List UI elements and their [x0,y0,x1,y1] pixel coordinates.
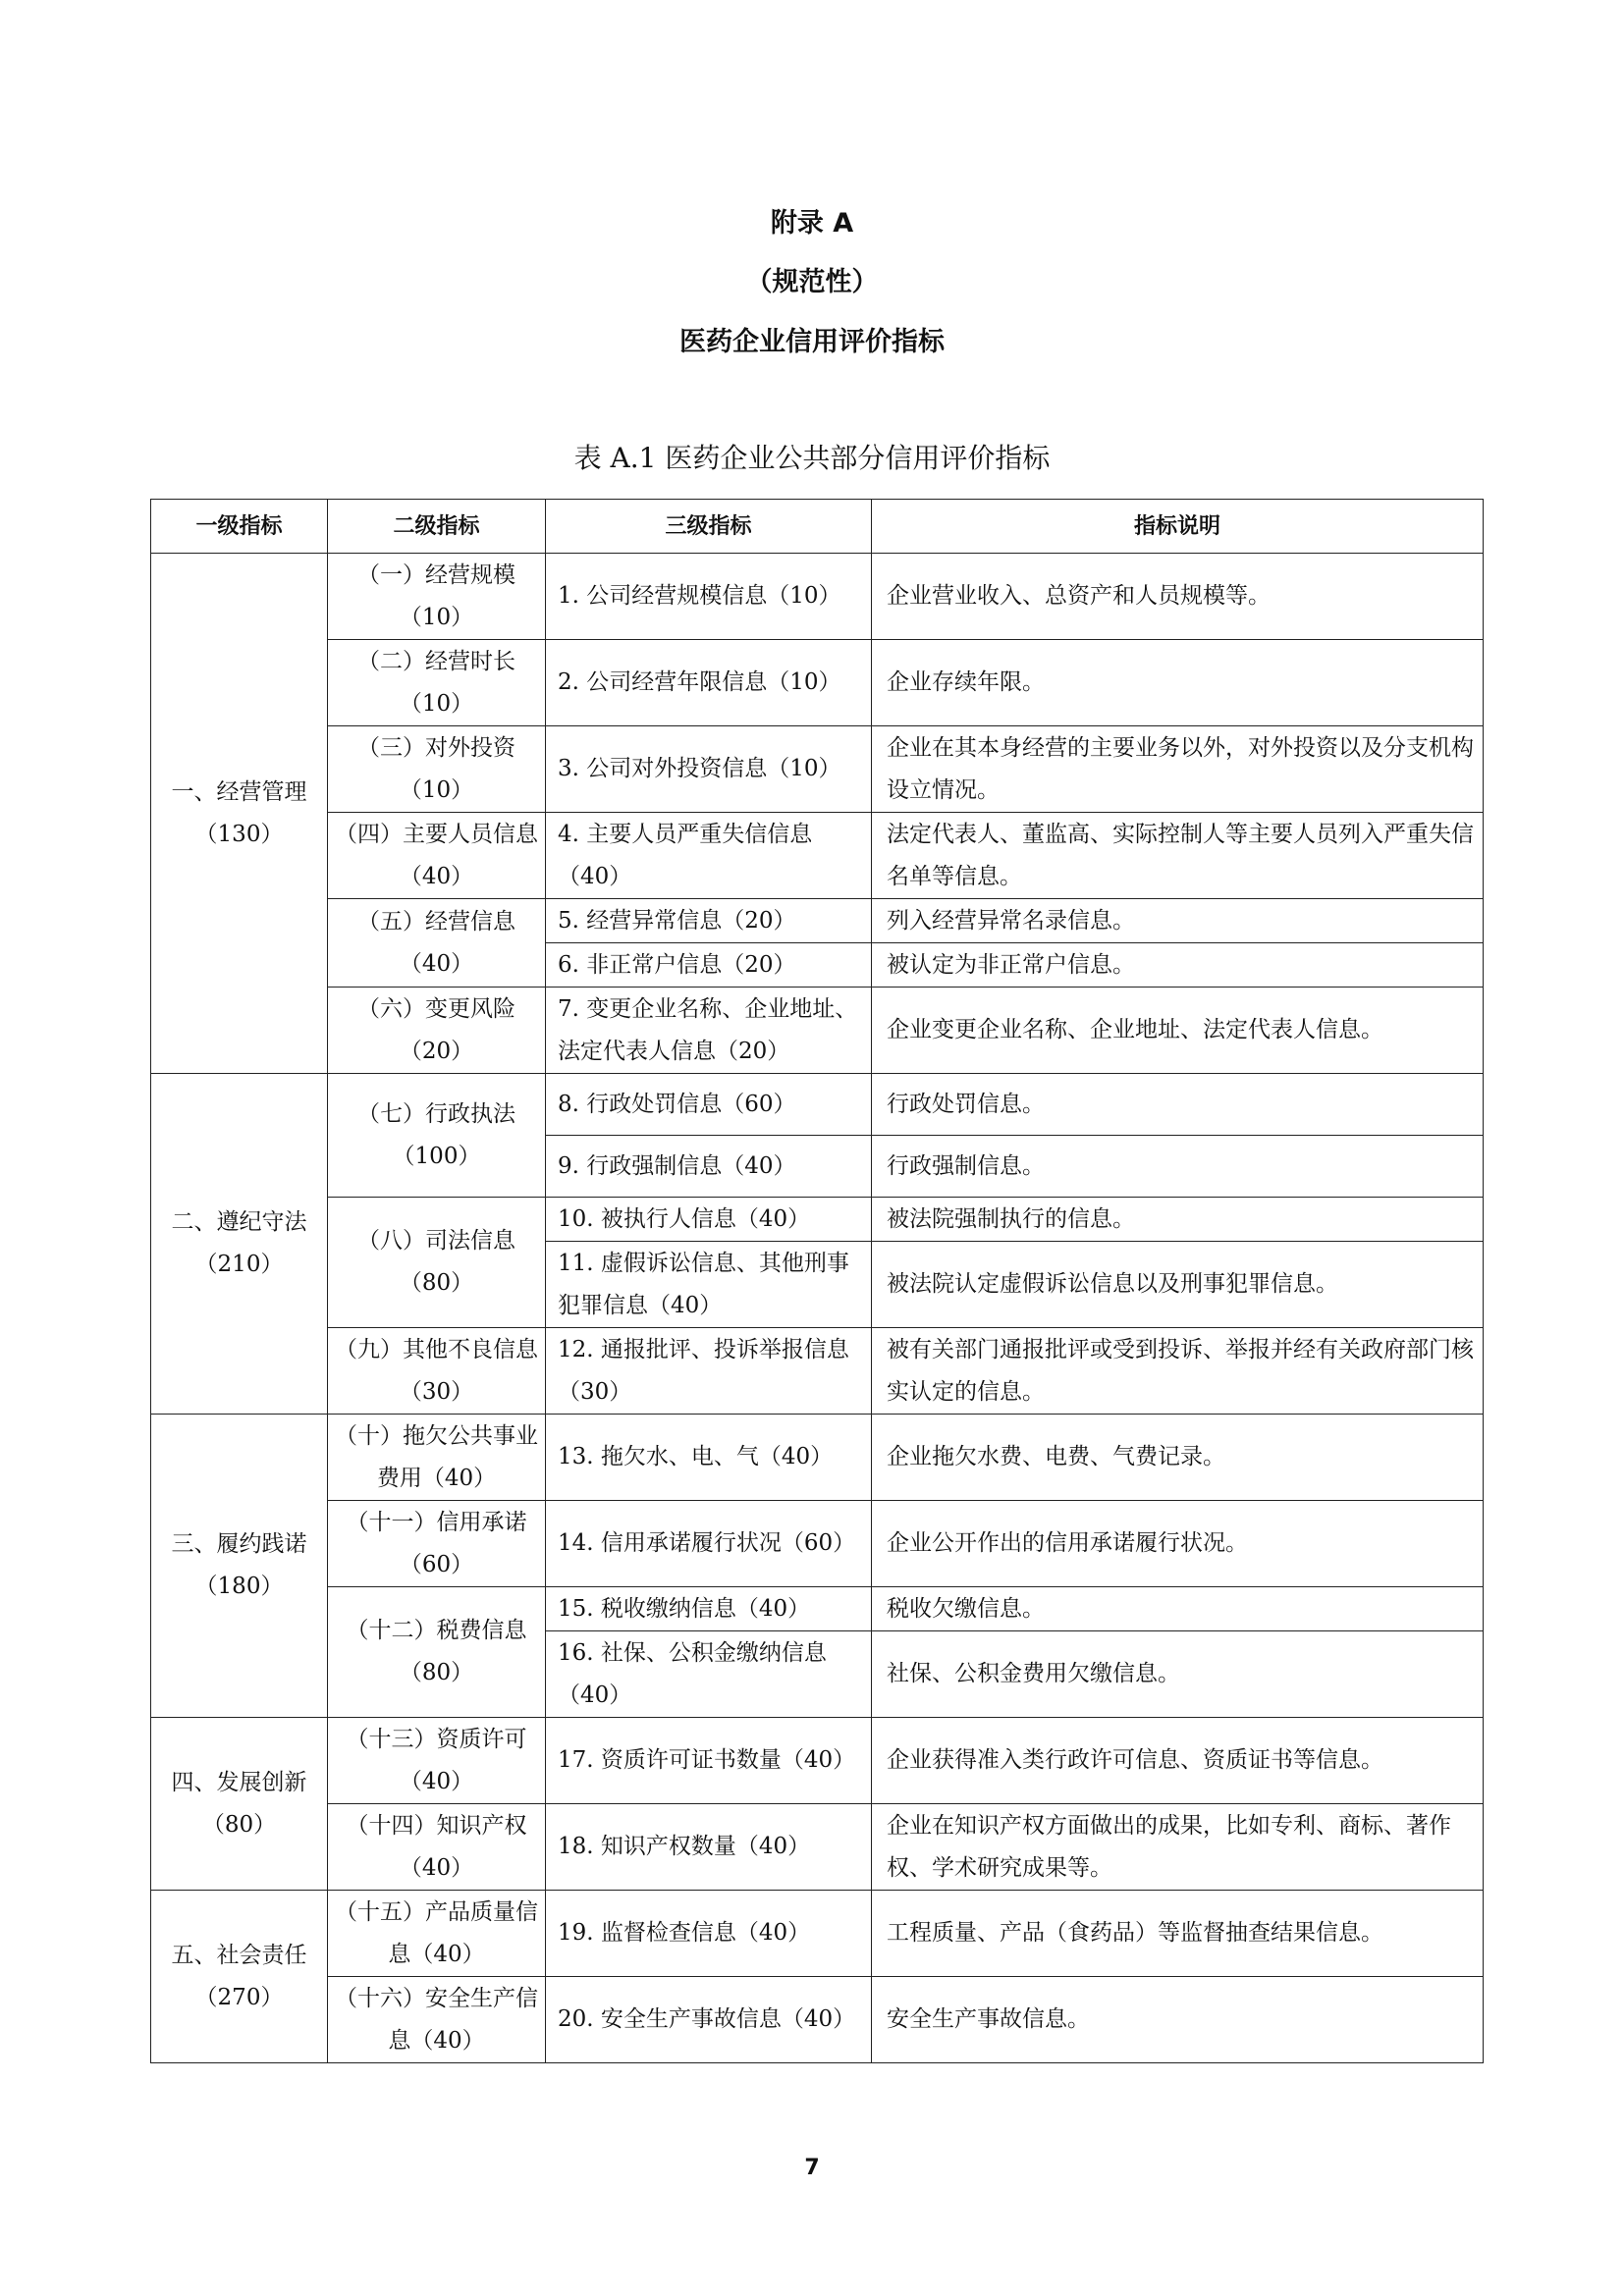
table-row [151,1977,1484,2063]
level-3-cell: 11. 虚假诉讼信息、其他刑事犯罪信息（40） [546,1242,872,1328]
level-2-cell: （九）其他不良信息（30） [328,1328,546,1415]
description-cell: 企业变更企业名称、企业地址、法定代表人信息。 [872,988,1484,1074]
description-cell: 被有关部门通报批评或受到投诉、举报并经有关政府部门核实认定的信息。 [872,1328,1484,1415]
description-cell: 企业在知识产权方面做出的成果，比如专利、商标、著作权、学术研究成果等。 [872,1804,1484,1891]
table-row [151,1415,1484,1501]
table-row [151,1074,1484,1136]
level-2-cell: （四）主要人员信息（40） [328,813,546,899]
header-level-2: 二级指标 [328,500,546,554]
table-row [151,1198,1484,1242]
table-row [151,640,1484,726]
level-3-cell: 9. 行政强制信息（40） [546,1136,872,1198]
description-cell: 行政处罚信息。 [872,1074,1484,1136]
level-2-cell: （二）经营时长（10） [328,640,546,726]
description-cell: 企业拖欠水费、电费、气费记录。 [872,1415,1484,1501]
appendix-label: 附录 A [770,208,854,239]
level-2-cell: （七）行政执法（100） [328,1074,546,1198]
level-3-cell: 3. 公司对外投资信息（10） [546,726,872,813]
appendix-nature: （规范性） [745,267,879,297]
table-row [151,1587,1484,1631]
description-cell: 被认定为非正常户信息。 [872,943,1484,988]
level-2-cell: （十一）信用承诺（60） [328,1501,546,1587]
description-cell: 企业公开作出的信用承诺履行状况。 [872,1501,1484,1587]
level-3-cell: 4. 主要人员严重失信信息（40） [546,813,872,899]
description-cell: 法定代表人、董监高、实际控制人等主要人员列入严重失信名单等信息。 [872,813,1484,899]
level-3-cell: 10. 被执行人信息（40） [546,1198,872,1242]
description-cell: 社保、公积金费用欠缴信息。 [872,1631,1484,1718]
level-3-cell: 14. 信用承诺履行状况（60） [546,1501,872,1587]
page-number: 7 [804,2156,820,2180]
level-3-cell: 12. 通报批评、投诉举报信息（30） [546,1328,872,1415]
level-2-cell: （十）拖欠公共事业费用（40） [328,1415,546,1501]
level-2-cell: （十三）资质许可（40） [328,1718,546,1804]
table-row [151,1718,1484,1804]
table-row [151,1891,1484,1977]
description-cell: 行政强制信息。 [872,1136,1484,1198]
description-cell: 企业获得准入类行政许可信息、资质证书等信息。 [872,1718,1484,1804]
level-3-cell: 18. 知识产权数量（40） [546,1804,872,1891]
header-description: 指标说明 [872,500,1484,554]
level-2-cell: （八）司法信息（80） [328,1198,546,1328]
level-3-cell: 17. 资质许可证书数量（40） [546,1718,872,1804]
table-row [151,1328,1484,1415]
description-cell: 税收欠缴信息。 [872,1587,1484,1631]
table-row [151,899,1484,943]
table-row [151,813,1484,899]
level-3-cell: 15. 税收缴纳信息（40） [546,1587,872,1631]
level-2-cell: （十二）税费信息（80） [328,1587,546,1718]
credit-index-table [150,499,1484,2063]
description-cell: 被法院认定虚假诉讼信息以及刑事犯罪信息。 [872,1242,1484,1328]
level-2-cell: （十四）知识产权（40） [328,1804,546,1891]
level-3-cell: 16. 社保、公积金缴纳信息（40） [546,1631,872,1718]
description-cell: 企业营业收入、总资产和人员规模等。 [872,554,1484,640]
table-header-row [151,500,1484,554]
level-2-cell: （六）变更风险（20） [328,988,546,1074]
table-row [151,988,1484,1074]
level-2-cell: （三）对外投资（10） [328,726,546,813]
level-1-cell: 一、经营管理（130） [151,554,328,1074]
header-level-3: 三级指标 [546,500,872,554]
level-3-cell: 7. 变更企业名称、企业地址、法定代表人信息（20） [546,988,872,1074]
level-1-cell: 三、履约践诺（180） [151,1415,328,1718]
table-row [151,1501,1484,1587]
level-3-cell: 5. 经营异常信息（20） [546,899,872,943]
level-1-cell: 二、遵纪守法（210） [151,1074,328,1415]
table-row [151,1804,1484,1891]
level-2-cell: （十六）安全生产信息（40） [328,1977,546,2063]
level-3-cell: 13. 拖欠水、电、气（40） [546,1415,872,1501]
level-2-cell: （五）经营信息（40） [328,899,546,988]
description-cell: 安全生产事故信息。 [872,1977,1484,2063]
level-3-cell: 1. 公司经营规模信息（10） [546,554,872,640]
description-cell: 列入经营异常名录信息。 [872,899,1484,943]
level-3-cell: 6. 非正常户信息（20） [546,943,872,988]
description-cell: 企业在其本身经营的主要业务以外，对外投资以及分支机构设立情况。 [872,726,1484,813]
table-row [151,726,1484,813]
level-3-cell: 20. 安全生产事故信息（40） [546,1977,872,2063]
level-3-cell: 8. 行政处罚信息（60） [546,1074,872,1136]
table-row [151,554,1484,640]
table-caption: 表 A.1 医药企业公共部分信用评价指标 [573,442,1051,474]
description-cell: 工程质量、产品（食药品）等监督抽查结果信息。 [872,1891,1484,1977]
appendix-title: 医药企业信用评价指标 [679,327,945,357]
level-1-cell: 四、发展创新（80） [151,1718,328,1891]
description-cell: 企业存续年限。 [872,640,1484,726]
level-3-cell: 2. 公司经营年限信息（10） [546,640,872,726]
level-2-cell: （十五）产品质量信息（40） [328,1891,546,1977]
level-3-cell: 19. 监督检查信息（40） [546,1891,872,1977]
level-2-cell: （一）经营规模（10） [328,554,546,640]
description-cell: 被法院强制执行的信息。 [872,1198,1484,1242]
header-level-1: 一级指标 [151,500,328,554]
level-1-cell: 五、社会责任（270） [151,1891,328,2063]
